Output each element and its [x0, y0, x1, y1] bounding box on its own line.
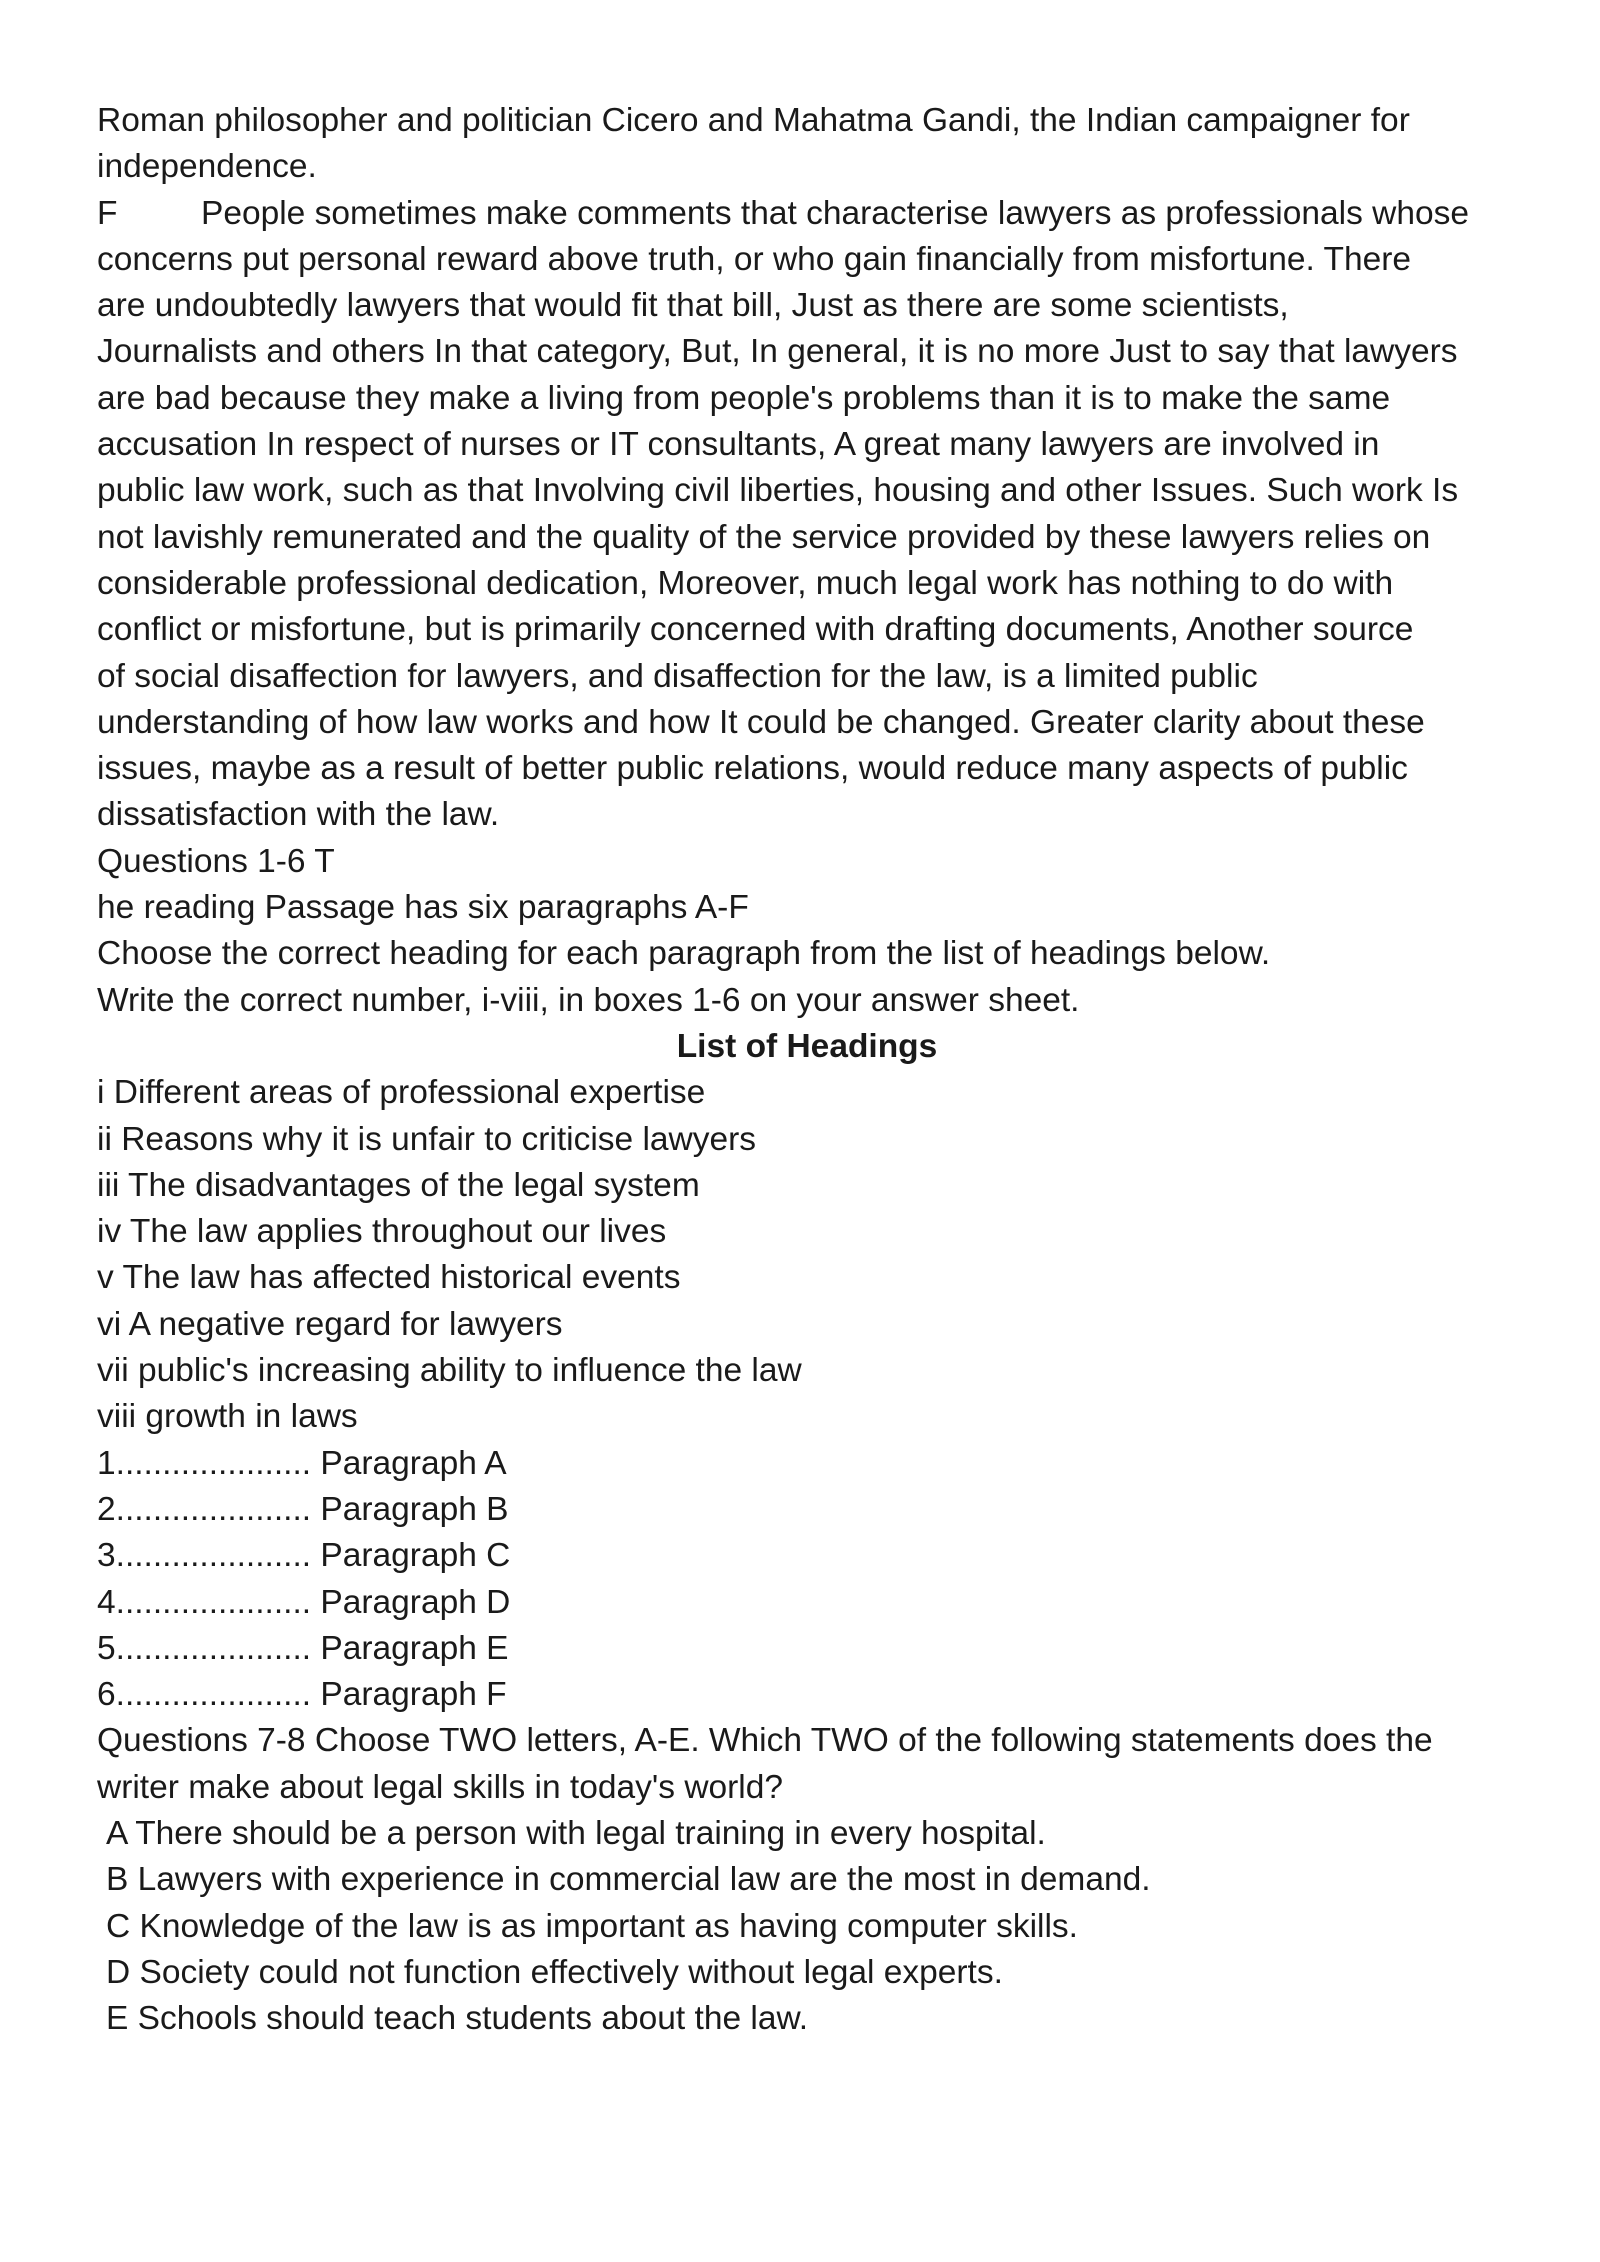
paragraph-f-line: public law work, such as that Involving civil liberties, housing and other Issues. Such work Is	[97, 472, 1459, 510]
heading-item: iii The disadvantages of the legal system	[97, 1166, 700, 1204]
paragraph-f-line: Journalists and others In that category, But, In general, it is no more Just to say that lawyers	[97, 333, 1458, 371]
instruction-line: Write the correct number, i-viii, in boxes 1-6 on your answer sheet.	[97, 981, 1080, 1019]
list-of-headings-title: List of Headings	[676, 1027, 938, 1065]
answer-line: 4..................... Paragraph D	[97, 1583, 511, 1621]
option-item: A There should be a person with legal training in every hospital.	[106, 1814, 1046, 1852]
option-item: C Knowledge of the law is as important as having computer skills.	[106, 1907, 1078, 1945]
paragraph-f-line: are bad because they make a living from people's problems than it is to make the same	[97, 379, 1391, 417]
heading-item: ii Reasons why it is unfair to criticise lawyers	[97, 1120, 757, 1158]
questions-7-8-line: writer make about legal skills in today's world?	[97, 1768, 783, 1806]
paragraph-f	[97, 191, 1517, 839]
answer-line: 3..................... Paragraph C	[97, 1537, 511, 1575]
questions-1-6-title: Questions 1-6 T	[97, 842, 335, 880]
heading-item: iv The law applies throughout our lives	[97, 1213, 667, 1251]
document-page	[97, 98, 1517, 2042]
option-item: B Lawyers with experience in commercial law are the most in demand.	[106, 1861, 1151, 1899]
answer-line: 2..................... Paragraph B	[97, 1490, 509, 1528]
paragraph-f-line: conflict or misfortune, but is primarily concerned with drafting documents, Another source	[97, 611, 1414, 649]
instruction-line: he reading Passage has six paragraphs A-F	[97, 889, 749, 927]
headings-list	[97, 1070, 1517, 1440]
paragraph-f-line: considerable professional dedication, Moreover, much legal work has nothing to do with	[97, 564, 1394, 602]
instruction-line: Choose the correct heading for each paragraph from the list of headings below.	[97, 935, 1271, 973]
questions-7-8-line: Questions 7-8 Choose TWO letters, A-E. Which TWO of the following statements does the	[97, 1722, 1433, 1760]
paragraph-f-first-line	[97, 191, 1517, 237]
paragraph-f-line: are undoubtedly lawyers that would fit that bill, Just as there are some scientists,	[97, 287, 1289, 325]
questions-1-6	[97, 839, 1517, 1719]
option-item: D Society could not function effectively without legal experts.	[106, 1953, 1003, 1991]
paragraph-f-line: concerns put personal reward above truth, or who gain financially from misfortune. There	[97, 240, 1411, 278]
heading-item: v The law has affected historical events	[97, 1259, 681, 1297]
answer-lines	[97, 1441, 1517, 1719]
paragraph-f-line: accusation In respect of nurses or IT consultants, A great many lawyers are involved in	[97, 426, 1380, 464]
intro-line-2: independence.	[97, 148, 317, 186]
heading-item: viii growth in laws	[97, 1398, 358, 1436]
answer-line: 6..................... Paragraph F	[97, 1676, 507, 1714]
intro-line-1: Roman philosopher and politician Cicero and Mahatma Gandi, the Indian campaigner for	[97, 102, 1410, 139]
paragraph-f-line: issues, maybe as a result of better public relations, would reduce many aspects of public	[97, 750, 1408, 788]
heading-item: vii public's increasing ability to influence the law	[97, 1352, 802, 1390]
option-item: E Schools should teach students about the law.	[106, 2000, 809, 2038]
answer-line: 5..................... Paragraph E	[97, 1629, 509, 1667]
heading-item: i Different areas of professional expertise	[97, 1074, 706, 1112]
paragraph-f-line: of social disaffection for lawyers, and disaffection for the law, is a limited public	[97, 657, 1258, 695]
paragraph-f-line: understanding of how law works and how It could be changed. Greater clarity about these	[97, 703, 1425, 741]
questions-7-8	[97, 1718, 1517, 2042]
paragraph-f-line: dissatisfaction with the law.	[97, 796, 500, 834]
paragraph-f-line: People sometimes make comments that characterise lawyers as professionals whose	[201, 194, 1469, 232]
heading-item: vi A negative regard for lawyers	[97, 1305, 563, 1343]
options-list	[97, 1811, 1517, 2042]
paragraph-letter: F	[97, 194, 118, 232]
paragraph-f-line: not lavishly remunerated and the quality of the service provided by these lawyers relies on	[97, 518, 1431, 556]
answer-line: 1..................... Paragraph A	[97, 1444, 507, 1482]
